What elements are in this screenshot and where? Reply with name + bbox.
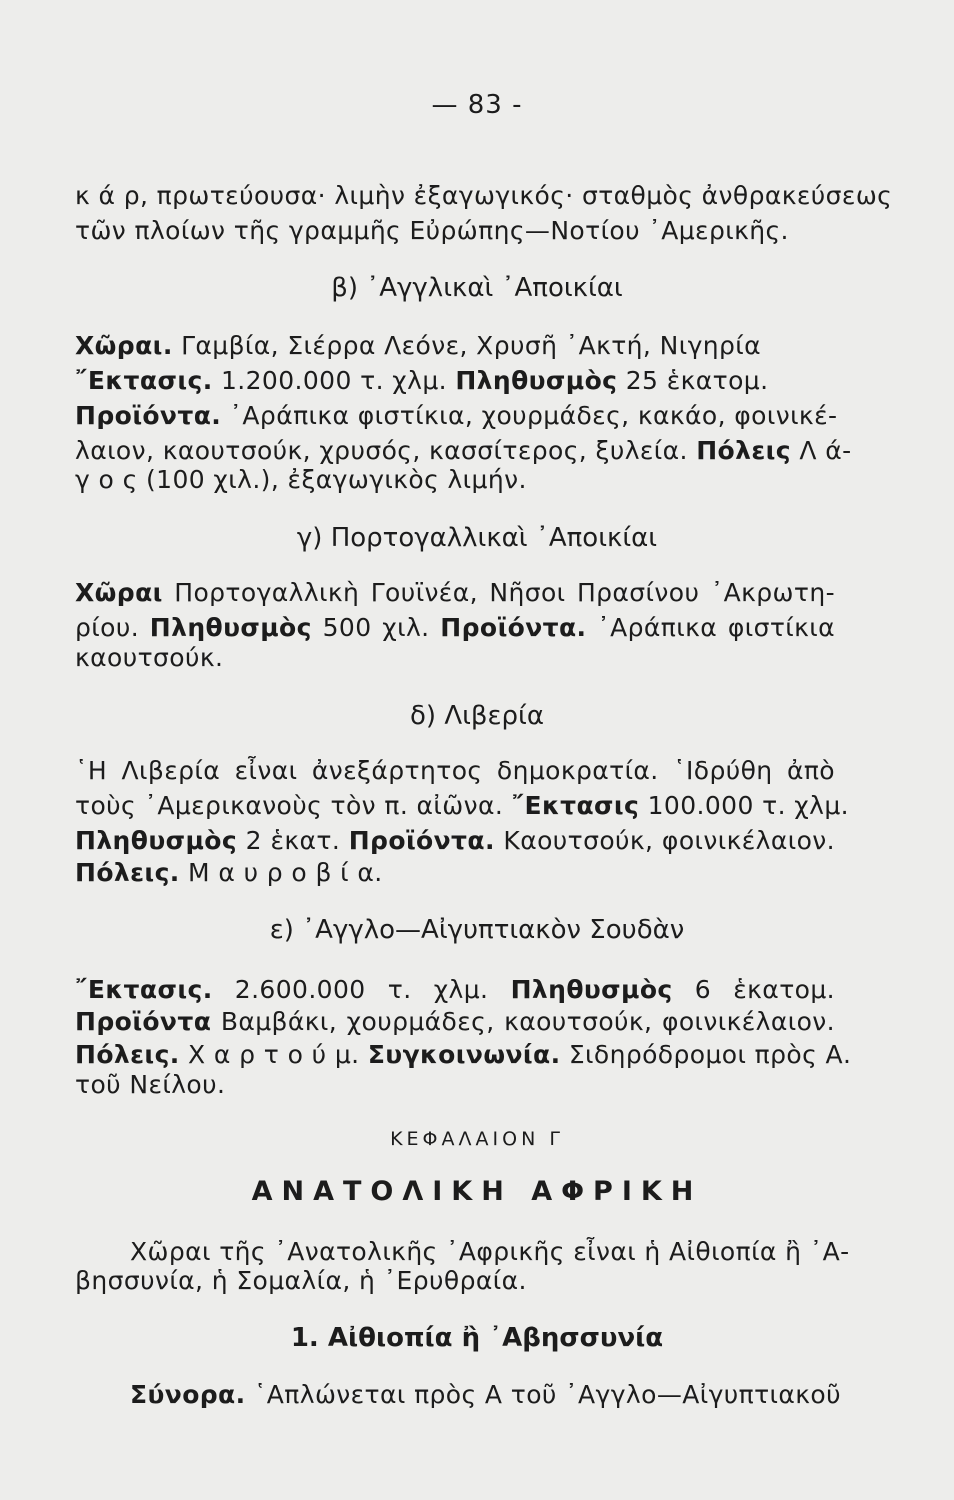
chapter-label: ΚΕΦΑΛΑΙΟΝ Γ [390, 1128, 564, 1150]
text: Γαμβία, Σιέρρα Λεόνε, Χρυσῆ ᾿Ακτή, Νιγηρία [172, 331, 762, 360]
label-choroi: Χῶραι [75, 578, 163, 607]
label-plithysmos: Πληθυσμὸς [149, 613, 312, 642]
section-c-line-1 [75, 578, 835, 608]
text: 1.200.000 τ. χλμ. [212, 366, 456, 395]
text: 6 ἑκατομ. [672, 975, 835, 1004]
section-d-line-3 [75, 826, 835, 856]
section-c-heading: γ) Πορτογαλλικαὶ ᾿Αποικίαι [296, 523, 658, 553]
section-e-line-3 [75, 1040, 852, 1070]
text: Σιδηρόδρομοι πρὸς Α. [560, 1040, 852, 1069]
label-proionta: Προϊόντα. [440, 613, 587, 642]
text: Μ α υ ρ ο β ί α. [179, 858, 383, 887]
section-d-line-2 [75, 791, 849, 821]
text: γ ο ς [75, 465, 138, 494]
text: 25 ἑκατομ. [617, 366, 769, 395]
text: Καουτσούκ, φοινικέλαιον. [494, 826, 835, 855]
text: λαιον, καουτσούκ, χρυσός, κασσίτερος, ξυλεία. [75, 436, 697, 465]
section-1-line-1 [130, 1380, 841, 1410]
text: Πορτογαλλικὴ Γουϊνέα, Νῆσοι Πρασίνου ᾿Ακρωτη- [162, 578, 835, 607]
text: (100 χιλ.), ἐξαγωγικὸς λιμήν. [137, 465, 527, 494]
label-poleis: Πόλεις [696, 436, 792, 465]
section-1-heading: 1. Αἰθιοπία ἢ ᾿Αβησσυνία [290, 1323, 664, 1353]
section-d-heading: δ) Λιβερία [410, 701, 544, 731]
section-d-line-4 [75, 858, 835, 888]
section-b-heading: β) ᾿Αγγλικαὶ ᾿Αποικίαι [331, 273, 623, 303]
label-poleis: Πόλεις. [75, 1040, 180, 1069]
section-d-line-1: ῾Η Λιβερία εἶναι ἀνεξάρτητος δημοκρατία. ῾Ιδρύθη ἀπὸ [75, 756, 835, 785]
label-synora: Σύνορα. [130, 1380, 246, 1409]
text: ρίου. [75, 613, 150, 642]
label-poleis: Πόλεις. [75, 858, 180, 887]
section-c-line-2 [75, 613, 835, 643]
label-proionta: Προϊόντα. [75, 401, 222, 430]
section-e-line-1 [75, 975, 835, 1005]
text: ῾Απλώνεται πρὸς Α τοῦ ᾿Αγγλο—Αἰγυπτιακοῦ [245, 1380, 841, 1409]
page-number: — 83 - [431, 90, 523, 120]
text: Λ ά- [791, 436, 852, 465]
label-plithysmos: Πληθυσμὸς [75, 826, 238, 855]
text: ᾿Αράπικα φιστίκια [586, 613, 836, 642]
text: 500 χιλ. [311, 613, 441, 642]
label-proionta: Προϊόντα. [348, 826, 495, 855]
section-e-line-2 [75, 1007, 835, 1037]
text: Χ α ρ τ ο ύ μ. [179, 1040, 368, 1069]
chapter-intro-line-2: βησσυνία, ἡ Σομαλία, ἡ ᾿Ερυθραία. [75, 1266, 527, 1295]
label-choroi: Χῶραι. [75, 331, 173, 360]
label-proionta: Προϊόντα [75, 1007, 212, 1036]
text: 100.000 τ. χλμ. [639, 791, 849, 820]
section-b-line-3 [75, 401, 838, 431]
text: 2 ἑκατ. [237, 826, 349, 855]
label-ektasis: ῎Εκτασις. [75, 366, 213, 395]
section-b-line-4 [75, 436, 852, 466]
intro-line-1: κ ά ρ, πρωτεύουσα· λιμὴν ἐξαγωγικός· σταθμὸς ἀνθρακεύσεως [75, 181, 893, 210]
section-c-line-3: καουτσούκ. [75, 643, 224, 672]
label-ektasis: ῎Εκτασις. [75, 975, 213, 1004]
chapter-intro-line-1: Χῶραι τῆς ᾿Ανατολικῆς ᾿Αφρικῆς εἶναι ἡ Αἰθιοπία ἢ ᾿Α- [130, 1237, 850, 1266]
section-e-line-4: τοῦ Νείλου. [75, 1070, 226, 1099]
label-plithysmos: Πληθυσμὸς [510, 975, 673, 1004]
text: Βαμβάκι, χουρμάδες, καουτσούκ, φοινικέλαιον. [211, 1007, 835, 1036]
text: ᾿Αράπικα φιστίκια, χουρμάδες, κακάο, φοινικέ- [221, 401, 838, 430]
section-b-line-5 [75, 465, 835, 495]
label-plithysmos: Πληθυσμὸς [455, 366, 618, 395]
section-e-heading: ε) ᾿Αγγλο—Αἰγυπτιακὸν Σουδὰν [269, 915, 685, 945]
section-b-line-2 [75, 366, 835, 396]
label-ektasis: ῎Εκτασις [511, 791, 640, 820]
label-sygkoinonia: Συγκοινωνία. [367, 1040, 561, 1069]
chapter-title: ΑΝΑΤΟΛΙΚΗ ΑΦΡΙΚΗ [251, 1176, 703, 1207]
section-b-line-1 [75, 331, 835, 361]
intro-line-2: τῶν πλοίων τῆς γραμμῆς Εὐρώπης—Νοτίου ᾿Αμερικῆς. [75, 216, 789, 245]
text: 2.600.000 τ. χλμ. [212, 975, 511, 1004]
text: τοὺς ᾿Αμερικανοὺς τὸν π. αἰῶνα. [75, 791, 512, 820]
